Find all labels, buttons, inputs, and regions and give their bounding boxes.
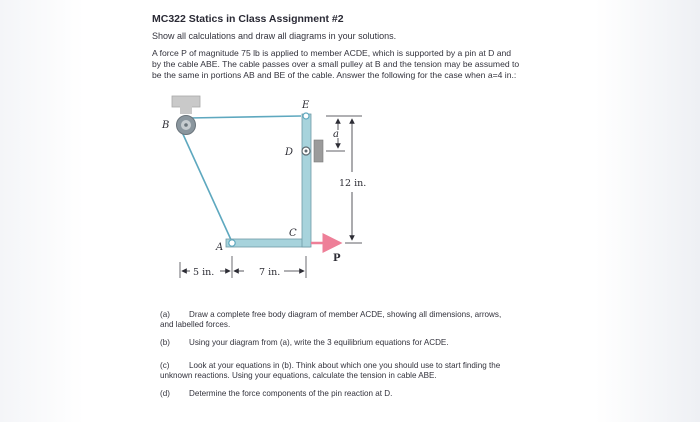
question-text: Look at your equations in (b). Think about which one you should use to start finding the [189,361,501,370]
pulley-bracket [180,106,192,114]
label-p: P [333,253,341,264]
question-text: Using your diagram from (a), write the 3 equilibrium equations for ACDE. [189,338,449,347]
attachment-e [303,113,309,119]
label-7in: 7 in. [259,267,281,278]
label-a: A [216,242,224,253]
label-e: E [302,100,310,111]
label-d: D [285,147,294,158]
pulley-axle [184,123,188,127]
label-5in: 5 in. [193,267,215,278]
question-text-continued: unknown reactions. Using your equations, calculate the tension in cable ABE. [160,371,437,380]
pin-d-support [314,140,323,162]
question-text: Draw a complete free body diagram of member ACDE, showing all dimensions, arrows, [189,310,502,319]
problem-line: by the cable ABE. The cable passes over a small pulley at B and the tension may be assumed to [152,59,520,69]
ceiling-support [172,96,200,107]
problem-line: be the same in portions AB and BE of the cable. Answer the following for the case when a=4 in.: [152,70,517,80]
question-label: (d) [160,389,170,398]
question-label: (b) [160,338,170,347]
question-text: Determine the force components of the pin reaction at D. [189,389,393,398]
pin-d-center [305,150,308,153]
label-a-dim: a [333,129,339,140]
problem-line: A force P of magnitude 75 lb is applied to member ACDE, which is supported by a pin at D and [152,48,512,58]
cable-ab [182,132,232,242]
question-label: (c) [160,361,170,370]
question-label: (a) [160,310,170,319]
label-b: B [162,120,170,131]
label-c: C [289,228,297,239]
cable-be [189,116,301,118]
instruction-text: Show all calculations and draw all diagrams in your solutions. [152,31,397,41]
assignment-title: MC322 Statics in Class Assignment #2 [152,13,344,25]
member-acde [226,114,311,247]
question-text-continued: and labelled forces. [160,320,231,329]
label-12in: 12 in. [339,178,367,189]
attachment-a [229,240,235,246]
